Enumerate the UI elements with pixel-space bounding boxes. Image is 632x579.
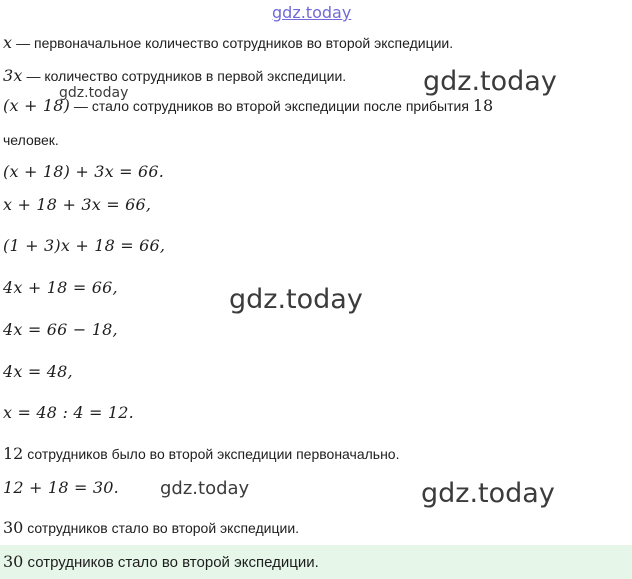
math-number: 18 — [472, 96, 494, 115]
equation-6: 4x = 48, — [3, 362, 73, 381]
conclusion-text: сотрудников было во второй экспедиции первоначально. — [23, 446, 400, 462]
math-expression: 3x — [3, 66, 23, 85]
watermark: gdz.today — [229, 284, 363, 315]
definition-line-3x — [3, 66, 346, 86]
math-number: 30 — [3, 518, 24, 537]
equation-4: 4x + 18 = 66, — [3, 278, 118, 297]
watermark: gdz.today — [423, 66, 557, 97]
definition-text: — стало сотрудников во второй экспедиции после прибытия — [70, 98, 473, 114]
conclusion-line-30 — [3, 518, 299, 538]
definition-line-x — [3, 33, 453, 53]
math-expression: (x + 18) — [3, 96, 71, 115]
math-number: 12 — [3, 444, 24, 463]
answer-box — [0, 545, 632, 579]
answer-line — [3, 552, 319, 572]
definition-line-x-plus-18 — [3, 96, 493, 116]
watermark: gdz.today — [160, 478, 250, 499]
equation-3: (1 + 3)x + 18 = 66, — [3, 236, 166, 255]
conclusion-line-12 — [3, 444, 399, 464]
equation-8: 12 + 18 = 30. — [3, 478, 119, 497]
equation-1: (x + 18) + 3x = 66. — [3, 162, 165, 181]
math-expression: x — [3, 33, 13, 52]
equation-7: x = 48 : 4 = 12. — [3, 403, 134, 422]
equation-5: 4x = 66 − 18, — [3, 320, 118, 339]
definition-text: — первоначальное количество сотрудников во второй экспедиции. — [12, 35, 454, 51]
watermark: gdz.today — [59, 85, 129, 101]
definition-text: — количество сотрудников в первой экспедиции. — [22, 68, 347, 84]
equation-2: x + 18 + 3x = 66, — [3, 195, 152, 214]
answer-number: 30 — [3, 552, 24, 571]
watermark-top: gdz.today — [272, 3, 352, 22]
conclusion-text: сотрудников стало во второй экспедиции. — [23, 520, 300, 536]
watermark: gdz.today — [421, 478, 555, 509]
definition-line-continuation: человек. — [3, 132, 59, 148]
answer-text: сотрудников стало во второй экспедиции. — [23, 554, 319, 571]
